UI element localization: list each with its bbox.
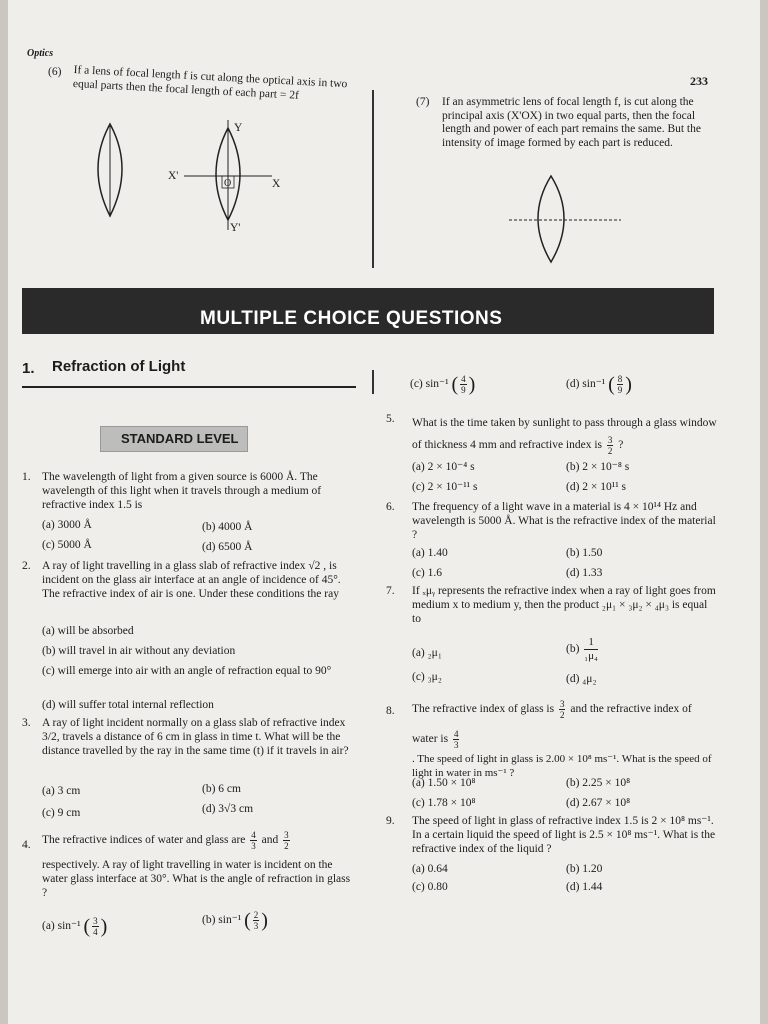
q2-option-b[interactable]: (b) will travel in air without any deviation — [42, 645, 236, 657]
q4-oa-den: 4 — [93, 927, 98, 937]
q2-text: A ray of light travelling in a glass slab of refractive index √2 , is incident on the glass air interface at an angle of incidence of 45°. The refractive index of air is one. Under these conditions the ray — [42, 560, 341, 600]
q5-text-b: ? — [618, 439, 624, 451]
q6-option-b[interactable]: (b) 1.50 — [566, 547, 603, 559]
q5-fraction — [607, 435, 614, 456]
q4-frac2-den: 2 — [284, 841, 289, 851]
q5-stem — [412, 412, 718, 456]
q8-option-a[interactable]: (a) 1.50 × 10⁸ — [412, 777, 476, 789]
q4-option-c-label: (c) sin⁻¹ — [410, 378, 449, 391]
q8-text-a: The refractive index of glass is — [412, 703, 555, 715]
q4-option-a-label: (a) sin⁻¹ — [42, 920, 81, 933]
q4-option-d[interactable]: (d) sin⁻¹ ( $\frac{8}{9}$ ) — [566, 373, 632, 396]
q4-text-c: respectively. A ray of light travelling in water is incident on the water glass interface at 30°. What is the angle of refraction in glass ? — [42, 859, 351, 899]
origin-label: O — [224, 178, 232, 189]
q4-option-b-label: (b) sin⁻¹ — [202, 914, 242, 927]
q5-option-b[interactable]: (b) 2 × 10⁻⁸ s — [566, 461, 630, 473]
q1-number: 1. — [22, 471, 31, 483]
q4-oc-den: 9 — [461, 385, 466, 395]
q9-option-c[interactable]: (c) 0.80 — [412, 881, 448, 893]
q9-text: The speed of light in glass of refractive index 1.5 is 2 × 10⁸ ms⁻¹. In a certain liquid the speed of light is 2.5 × 10⁸ ms⁻¹. What is the refractive index of the liquid ? — [412, 815, 716, 855]
q9-number: 9. — [386, 815, 395, 827]
q8-number: 8. — [386, 705, 395, 717]
q8-option-d[interactable]: (d) 2.67 × 10⁸ — [566, 797, 631, 809]
q6-option-c[interactable]: (c) 1.6 — [412, 567, 443, 579]
q4-option-c[interactable]: (c) sin⁻¹ ( $\frac{4}{9}$ ) — [410, 373, 476, 396]
q3-number: 3. — [22, 717, 31, 729]
q4-frac1-den: 3 — [251, 841, 256, 851]
q5-text-a: What is the time taken by sunlight to pass through a glass window of thickness 4 mm and refractive index is — [412, 417, 717, 451]
q4-stem — [42, 830, 362, 851]
section-number: 1. — [22, 360, 35, 377]
q8-frac2-den: 3 — [453, 739, 459, 750]
column-divider-mid — [372, 370, 374, 394]
q4-ob-den: 3 — [253, 921, 259, 931]
q3-option-c[interactable]: (c) 9 cm — [42, 807, 81, 819]
mcq-banner-title: MULTIPLE CHOICE QUESTIONS — [200, 308, 503, 329]
page-number: 233 — [690, 74, 708, 88]
section-title: Refraction of Light — [52, 358, 186, 375]
q5-frac-den: 2 — [607, 445, 613, 456]
q7-option-b[interactable] — [566, 636, 600, 663]
standard-level-label: STANDARD LEVEL — [121, 431, 239, 446]
q6-option-a[interactable]: (a) 1.40 — [412, 547, 448, 559]
q4-fraction-water — [250, 830, 257, 851]
q5-number: 5. — [386, 413, 395, 425]
q4-text-b: and — [261, 834, 279, 847]
q3-option-d[interactable]: (d) 3√3 cm — [202, 803, 254, 815]
q6-number: 6. — [386, 501, 395, 513]
note-6-number: (6) — [48, 66, 62, 78]
q2-number: 2. — [22, 560, 31, 572]
q1-text: The wavelength of light from a given source is 6000 Å. The wavelength of this light when it travels through a medium of refractive index 1.5 is — [42, 471, 322, 511]
q7-option-b-label: (b) — [566, 643, 580, 656]
asymmetric-lens-shape — [538, 176, 564, 262]
q8-stem — [412, 694, 718, 754]
q4-oc-num: 4 — [461, 374, 466, 384]
q4-option-c-fraction — [460, 374, 467, 395]
q6-option-d[interactable]: (d) 1.33 — [566, 567, 603, 579]
section-header: Optics — [27, 48, 54, 59]
q7-ob-num: 1 — [584, 636, 598, 650]
mcq-banner — [22, 288, 714, 334]
q5-frac-num: 3 — [607, 434, 613, 445]
q1-option-b[interactable]: (b) 4000 Å — [202, 521, 253, 533]
q3-text: A ray of light incident normally on a glass slab of refractive index 3/2, travels a distance of 6 cm in glass in time t. What will be the distance travelled by the ray in the same time (t) if it travels in air? — [42, 717, 349, 757]
q9-option-d[interactable]: (d) 1.44 — [566, 881, 603, 893]
q8-option-b[interactable]: (b) 2.25 × 10⁸ — [566, 777, 631, 789]
q4-frac1-num: 4 — [251, 830, 256, 840]
q8-frac1-den: 2 — [559, 709, 565, 720]
q2-option-a[interactable]: (a) will be absorbed — [42, 625, 134, 637]
q4-oa-num: 3 — [93, 916, 98, 926]
q4-option-d-fraction — [617, 374, 624, 395]
q1-option-a[interactable]: (a) 3000 Å — [42, 519, 92, 531]
q4-option-a[interactable]: (a) sin⁻¹ ( $\frac{3}{4}$ ) — [42, 915, 108, 938]
q4-number: 4. — [22, 839, 31, 851]
q3-option-b[interactable]: (b) 6 cm — [202, 783, 241, 795]
standard-level-badge — [100, 426, 248, 452]
q4-frac2-num: 3 — [284, 830, 289, 840]
q1-option-c[interactable]: (c) 5000 Å — [42, 539, 92, 551]
q2-option-c[interactable]: (c) will emerge into air with an angle of refraction equal to 90° — [42, 665, 332, 677]
q7-text: If ₓμᵧ represents the refractive index when a ray of light goes from medium x to medium y, then the product ₂μ₁ × ₃μ₂ × ₄μ₃ is equal to — [412, 585, 716, 625]
y-axis-label: Y — [234, 122, 243, 134]
q4-option-b[interactable]: (b) sin⁻¹ ( $\frac{2}{3}$ ) — [202, 909, 268, 932]
note-6-text: If a lens of focal length f is cut along the optical axis in two equal parts then the focal length of each part = 2f — [72, 64, 348, 102]
q5-option-c[interactable]: (c) 2 × 10⁻¹¹ s — [412, 481, 478, 493]
q2-option-d[interactable]: (d) will suffer total internal reflection — [42, 699, 214, 711]
q5-option-d[interactable]: (d) 2 × 10¹¹ s — [566, 481, 627, 493]
q4-option-d-label: (d) sin⁻¹ — [566, 378, 606, 391]
q4-ob-num: 2 — [253, 910, 259, 920]
lens-cut-diagram — [80, 118, 300, 236]
q8-fraction-water — [453, 729, 460, 750]
x-axis-label: X — [272, 178, 281, 190]
q8-frac2-num: 4 — [453, 728, 459, 739]
column-divider-top — [372, 90, 374, 268]
q7-option-c[interactable]: (c) ₃μ₂ — [412, 671, 442, 683]
q3-option-a[interactable]: (a) 3 cm — [42, 785, 81, 797]
q8-option-c[interactable]: (c) 1.78 × 10⁸ — [412, 797, 476, 809]
q7-option-d[interactable]: (d) ₄μ₂ — [566, 673, 597, 685]
section-underline — [22, 386, 356, 388]
q9-option-a[interactable]: (a) 0.64 — [412, 863, 448, 875]
q4-text-a: The refractive indices of water and glass are — [42, 834, 246, 847]
q5-option-a[interactable]: (a) 2 × 10⁻⁴ s — [412, 461, 475, 473]
q8-text-c: . The speed of light in glass is 2.00 × 10⁸ ms⁻¹. What is the speed of light in water in ms⁻¹ ? — [412, 753, 712, 779]
q4-option-b-fraction — [253, 910, 260, 931]
q6-text: The frequency of a light wave in a material is 4 × 10¹⁴ Hz and wavelength is 5000 Å. What is the refractive index of the material ? — [412, 501, 716, 541]
q7-option-a[interactable]: (a) ₂μ₁ — [412, 647, 442, 659]
x-prime-axis-label: X' — [168, 170, 179, 182]
q1-option-d[interactable]: (d) 6500 Å — [202, 541, 253, 553]
q7-number: 7. — [386, 585, 395, 597]
note-7-text: If an asymmetric lens of focal length f, is cut along the principal axis (X'OX) in two equal parts, then the focal length and power of each part remains the same. But the intensity of image formed by each part is reduced. — [442, 96, 701, 149]
note-7-number: (7) — [416, 96, 430, 108]
q4-fraction-glass — [283, 830, 290, 851]
q8-fraction-glass — [559, 699, 566, 720]
q4-option-a-fraction — [92, 916, 99, 937]
asymmetric-lens-diagram — [505, 170, 625, 266]
q4-od-num: 8 — [617, 374, 623, 384]
q8-frac1-num: 3 — [559, 698, 565, 709]
q4-od-den: 9 — [617, 385, 623, 395]
q8-text-b: and the refractive index of water is — [412, 703, 692, 745]
q7-ob-den: ₁μ₄ — [584, 650, 598, 662]
q9-option-b[interactable]: (b) 1.20 — [566, 863, 603, 875]
q7-option-b-fraction — [584, 636, 598, 663]
y-prime-axis-label: Y' — [230, 222, 241, 234]
